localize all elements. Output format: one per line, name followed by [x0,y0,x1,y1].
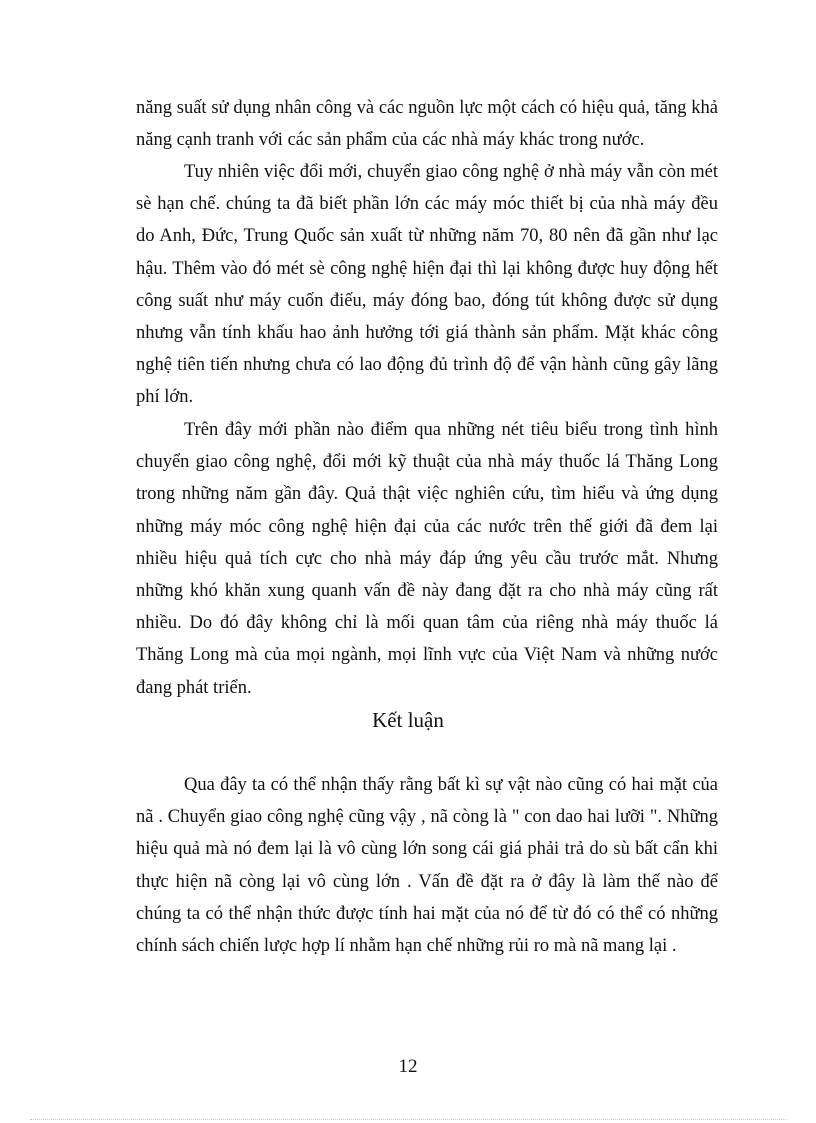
paragraph-conclusion: Qua đây ta có thể nhận thấy rằng bất kì sự vật nào cũng có hai mặt của nã . Chuyển giao công nghệ cũng vậy , nã còng là " con dao hai lưỡi ". Những hiệu quả mà nó đem lại là vô cùng lớn song cái giá phải trả do sù bất cẩn khi thực hiện nã còng lại vô cùng lớn . Vấn đề đặt ra ở đây là làm thế nào để chúng ta có thể nhận thức được tính hai mặt của nó để từ đó có thể có những chính sách chiến lược hợp lí nhằm hạn chế những rủi ro mà nã mang lại . [136,775,718,957]
page-bottom-divider [30,1119,786,1120]
paragraph-intro: năng suất sử dụng nhân công và các nguồn lực một cách có hiệu quả, tăng khả năng cạnh tranh với các sản phẩm của các nhà máy khác trong nước. [136,98,718,151]
page-number: 12 [398,1056,418,1077]
section-heading-conclusion: Kết luận [372,708,444,732]
paragraph-summary: Trên đây mới phần nào điểm qua những nét tiêu biểu trong tình hình chuyển giao công nghệ, đổi mới kỹ thuật của nhà máy thuốc lá Thăng Long trong những năm gần đây. Quả thật việc nghiên cứu, tìm hiểu và ứng dụng những máy móc công nghệ hiện đại của các nước trên thế giới đã đem lại nhiều hiệu quả tích cực cho nhà máy đáp ứng yêu cầu trước mắt. Nhưng những khó khăn xung quanh vấn đề này đang đặt ra cho nhà máy cũng rất nhiều. Do đó đây không chỉ là mối quan tâm của riêng nhà máy thuốc lá Thăng Long mà của mọi ngành, mọi lĩnh vực của Việt Nam và những nước đang phát triển. [136,420,718,698]
paragraph-limitations: Tuy nhiên việc đổi mới, chuyển giao công nghệ ở nhà máy vẫn còn mét sè hạn chế. chúng ta đã biết phần lớn các máy móc thiết bị của nhà máy đều do Anh, Đức, Trung Quốc sản xuất từ những năm 70, 80 nên đã gần như lạc hậu. Thêm vào đó mét sè công nghệ hiện đại thì lại không được huy động hết công suất như máy cuốn điếu, máy đóng bao, đóng tút không được sử dụng nhưng vẫn tính khấu hao ảnh hưởng tới giá thành sản phẩm. Mặt khác công nghệ tiên tiến nhưng chưa có lao động đủ trình độ để vận hành cũng gây lãng phí lớn. [136,162,718,408]
